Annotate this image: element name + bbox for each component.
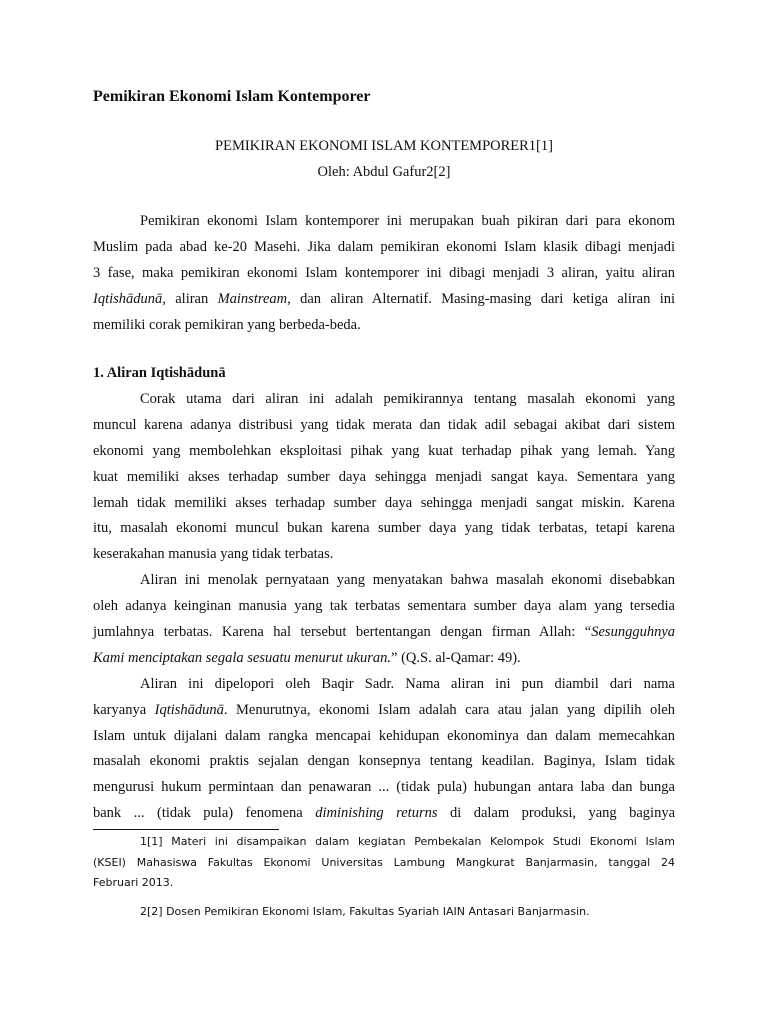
- paragraph-line: Aliran ini menolak pernyataan yang menyatakan bahwa masalah ekonomi disebabkan: [140, 572, 675, 589]
- section-body: [93, 387, 675, 827]
- term-iqtishaduna: Iqtishādunā: [154, 701, 224, 718]
- text-run: . Menurutnya, ekonomi Islam adalah cara atau jalan yang dipilih oleh: [223, 701, 675, 718]
- paragraph-line: [93, 620, 675, 646]
- paragraph-line: Islam untuk dijalani dalam rangka mencapai kehidupan ekonominya dan dalam memecahkan: [93, 727, 675, 744]
- quote-text: Sesungguhnya: [591, 624, 675, 641]
- paragraph-line: kuat memiliki akses terhadap sumber daya sehingga menjadi sangat kaya. Sementara yang: [93, 468, 675, 485]
- paragraph-line: 3 fase, maka pemikiran ekonomi Islam kontemporer ini dibagi menjadi 3 aliran, yaitu aliran: [93, 264, 675, 281]
- author-line: Oleh: Abdul Gafur2[2]: [317, 164, 451, 180]
- section-heading: 1. Aliran Iqtishādunā: [93, 365, 226, 381]
- paragraph-line: [93, 698, 675, 724]
- paragraph-line: lemah tidak memiliki akses terhadap sumber daya sehingga menjadi sangat miskin. Karena: [93, 494, 675, 511]
- paragraph-line: itu, masalah ekonomi muncul bukan karena sumber daya yang tidak terbatas, tetapi karena: [93, 520, 675, 537]
- term-mainstream: Mainstream: [217, 290, 288, 307]
- paragraph-line: mengurusi hukum permintaan dan penawaran ... (tidak pula) hubungan antara laba dan bunga: [93, 779, 675, 796]
- article-heading: PEMIKIRAN EKONOMI ISLAM KONTEMPORER1[1]: [215, 138, 553, 154]
- paragraph-line: Corak utama dari aliran ini adalah pemikirannya tentang masalah ekonomi yang: [140, 391, 675, 407]
- paragraph-line: [93, 646, 675, 672]
- paragraph-line: Muslim pada abad ke-20 Masehi. Jika dalam pemikiran ekonomi Islam klasik dibagi menjadi: [93, 238, 675, 255]
- text-run: , aliran: [162, 290, 218, 307]
- footnote-line: 2[2] Dosen Pemikiran Ekonomi Islam, Fakultas Syariah IAIN Antasari Banjarmasin.: [140, 905, 590, 918]
- intro-paragraph: [93, 209, 675, 338]
- paragraph-line: ekonomi yang membolehkan eksploitasi pihak yang kuat terhadap pihak yang lemah. Yang: [93, 442, 675, 459]
- paragraph-line: masalah ekonomi praktis sejalan dengan konsepnya tentang keadilan. Baginya, Islam tidak: [93, 753, 675, 770]
- text-run: karyanya: [93, 701, 155, 718]
- quote-text: Kami menciptakan segala sesuatu menurut ukuran.: [93, 649, 392, 666]
- paragraph-line: muncul karena adanya distribusi yang tidak merata dan tidak adil sebagai akibat dari sistem: [93, 416, 675, 433]
- footnote-divider: [93, 829, 279, 830]
- text-run: , dan aliran Alternatif. Masing-masing dari ketiga aliran ini: [287, 290, 675, 307]
- paragraph-line: Aliran ini dipelopori oleh Baqir Sadr. Nama aliran ini pun diambil dari nama: [140, 675, 675, 692]
- term-diminishing-returns: diminishing returns: [315, 805, 438, 822]
- text-run: di dalam produksi, yang baginya: [437, 805, 676, 822]
- paragraph-line: oleh adanya keinginan manusia yang tak terbatas sementara sumber daya alam yang tersedia: [93, 598, 675, 615]
- footnote-2: [93, 902, 675, 923]
- text-run: jumlahnya terbatas. Karena hal tersebut bertentangan dengan firman Allah: “: [93, 624, 592, 641]
- text-run: ” (Q.S. al-Qamar: 49).: [391, 649, 521, 666]
- footnote-1: [93, 832, 675, 894]
- paragraph-line: [93, 801, 675, 827]
- paragraph-line: Pemikiran ekonomi Islam kontemporer ini merupakan buah pikiran dari para ekonom: [140, 213, 675, 229]
- document-title: Pemikiran Ekonomi Islam Kontemporer: [93, 88, 371, 105]
- paragraph-line: [93, 287, 675, 313]
- footnote-line: (KSEI) Mahasiswa Fakultas Ekonomi Universitas Lambung Mangkurat Banjarmasin, tanggal 24: [93, 855, 675, 869]
- paragraph-line: memiliki corak pemikiran yang berbeda-beda.: [93, 316, 361, 333]
- footnote-line: Februari 2013.: [93, 876, 174, 889]
- text-run: bank ... (tidak pula) fenomena: [93, 805, 316, 822]
- paragraph-line: keserakahan manusia yang tidak terbatas.: [93, 546, 334, 563]
- footnote-line: 1[1] Materi ini disampaikan dalam kegiatan Pembekalan Kelompok Studi Ekonomi Islam: [140, 835, 675, 848]
- term-iqtishaduna: Iqtishādunā: [93, 290, 163, 307]
